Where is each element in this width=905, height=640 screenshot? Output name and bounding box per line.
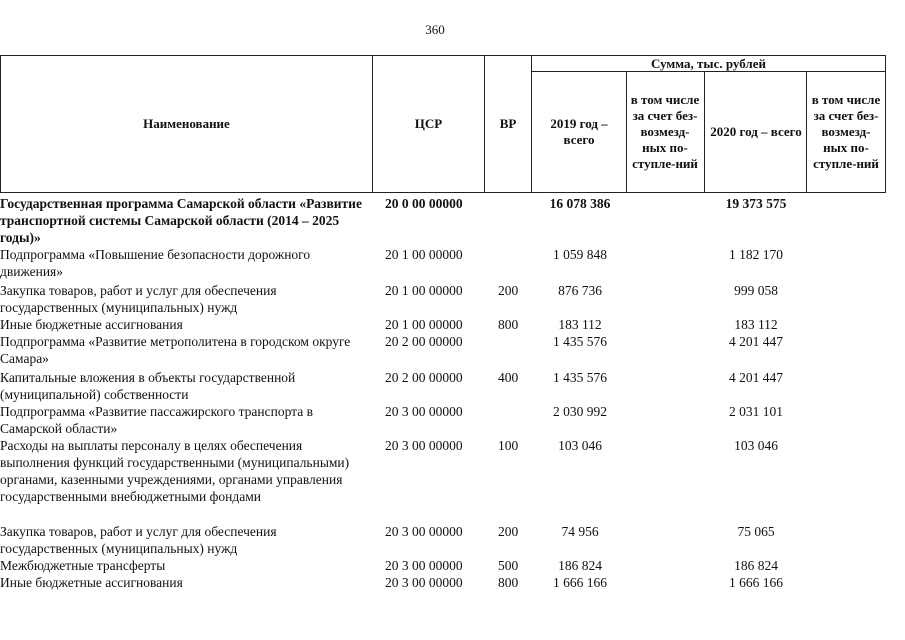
row-sum-2019: 2 030 992 [553,404,607,419]
row-sum-2019: 1 435 576 [553,334,607,349]
header-2020-total: 2020 год – всего [710,124,802,139]
row-csr: 20 3 00 00000 [385,575,463,590]
row-name: Капитальные вложения в объекты государственной (муниципальной) собственности [0,370,296,402]
border-2019-sub [626,71,627,193]
row-csr: 20 1 00 00000 [385,247,463,262]
row-name: Закупка товаров, работ и услуг для обеспечения государственных (муниципальных) нужд [0,524,277,556]
row-csr: 20 2 00 00000 [385,370,463,385]
row-csr: 20 3 00 00000 [385,438,463,453]
row-vr: 200 [498,283,519,298]
row-sum-2019: 16 078 386 [549,196,611,211]
row-sum-2019: 1 059 848 [553,247,607,262]
header-bottom-border [0,192,886,193]
row-sum-2020: 4 201 447 [729,370,783,385]
row-vr: 800 [498,317,519,332]
row-sum-2020: 183 112 [734,317,778,332]
row-name: Подпрограмма «Развитие пассажирского транспорта в Самарской области» [0,404,313,436]
row-name: Подпрограмма «Развитие метрополитена в городском округе Самара» [0,334,351,366]
row-sum-2020: 1 182 170 [729,247,783,262]
row-vr: 100 [498,438,519,453]
row-sum-2019: 103 046 [558,438,602,453]
row-csr: 20 1 00 00000 [385,317,463,332]
header-name: Наименование [143,116,230,131]
header-2019-total: 2019 год – всего [550,116,608,147]
table-header [0,55,886,193]
row-name: Государственная программа Самарской области «Развитие транспортной системы Самарской области (2014 – 2025 годы)» [0,196,362,245]
header-sum-group: Сумма, тыс. рублей [651,55,766,71]
row-csr: 20 3 00 00000 [385,558,463,573]
row-name: Иные бюджетные ассигнования [0,317,183,332]
row-name: Расходы на выплаты персоналу в целях обеспечения выполнения функций государственными (муниципальными) органами, казенными учреждениями, органами управления государственными внебюджетными фондами [0,438,350,504]
row-vr: 800 [498,575,519,590]
row-sum-2020: 1 666 166 [729,575,783,590]
border-right [885,55,886,193]
border-vr-sum [531,55,532,193]
row-name: Подпрограмма «Повышение безопасности дорожного движения» [0,247,311,279]
row-csr: 20 3 00 00000 [385,404,463,419]
header-2019-gratuitous: в том числе за счет без-возмезд-ных по-ступле-ний [630,92,700,171]
row-name: Межбюджетные трансферты [0,558,166,573]
row-sum-2020: 999 058 [734,283,778,298]
row-sum-2019: 74 956 [561,524,599,539]
row-sum-2019: 876 736 [558,283,602,298]
row-sum-2020: 186 824 [734,558,778,573]
row-csr: 20 3 00 00000 [385,524,463,539]
row-csr: 20 2 00 00000 [385,334,463,349]
row-sum-2020: 4 201 447 [729,334,783,349]
header-csr: ЦСР [414,116,443,131]
row-csr: 20 1 00 00000 [385,283,463,298]
row-sum-2019: 183 112 [558,317,602,332]
border-sub-2020 [704,71,705,193]
row-vr: 200 [498,524,519,539]
page-number: 360 [425,22,445,37]
row-sum-2020: 2 031 101 [729,404,783,419]
row-sum-2019: 1 666 166 [553,575,607,590]
row-vr: 400 [498,370,519,385]
row-sum-2019: 186 824 [558,558,602,573]
row-sum-2020: 19 373 575 [725,196,787,211]
row-sum-2020: 75 065 [737,524,775,539]
row-sum-2019: 1 435 576 [553,370,607,385]
header-2020-gratuitous: в том числе за счет без-возмезд-ных по-ступле-ний [811,92,881,171]
row-name: Закупка товаров, работ и услуг для обеспечения государственных (муниципальных) нужд [0,283,277,315]
border-2020-sub [806,71,807,193]
header-vr: ВР [499,116,517,131]
row-vr: 500 [498,558,519,573]
row-name: Иные бюджетные ассигнования [0,575,183,590]
row-sum-2020: 103 046 [734,438,778,453]
row-csr: 20 0 00 00000 [385,196,463,211]
